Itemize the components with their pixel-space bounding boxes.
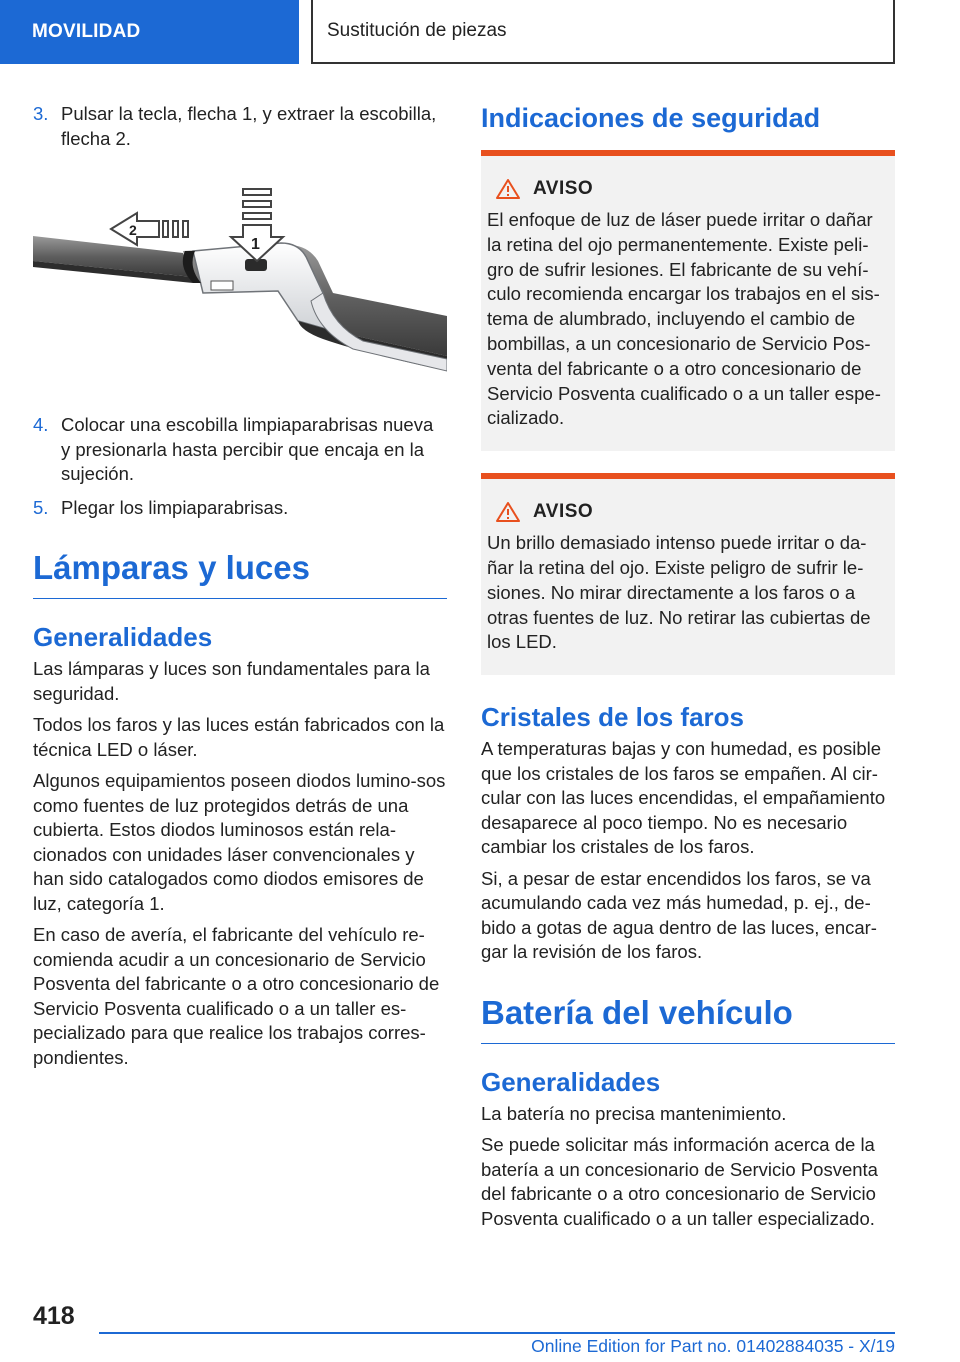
subsection-title-battery-general: Generalidades xyxy=(481,1066,661,1097)
footer-edition: Online Edition for Part no. 01402884035 - X/19 xyxy=(531,1336,895,1356)
warning-box xyxy=(481,150,895,451)
step-item xyxy=(33,413,447,487)
section-title-safety: Indicaciones de seguridad xyxy=(481,103,821,133)
paragraph: En caso de avería, el fabricante del vehículo re‐comienda acudir a un concesionario de Servicio Posventa del fabricante o a otro concesionario de Servicio Posventa cualificado o a un taller es‐pecializado para que realice los trabajos corres‐pondientes. xyxy=(33,924,440,1068)
warning-text: Un brillo demasiado intenso puede irritar o da‐ñar la retina del ojo. Existe peligro de sufrir le‐siones. No mirar directamente a los faros o a otras fuentes de luz. No retirar las cubiertas de los LED. xyxy=(487,532,871,653)
step-item xyxy=(33,496,447,521)
section-title-battery: Batería del vehículo xyxy=(481,993,895,1044)
warning-triangle-icon xyxy=(495,178,521,200)
warning-title: AVISO xyxy=(533,501,594,523)
page-number: 418 xyxy=(33,1302,75,1330)
header-title-box xyxy=(311,0,895,64)
paragraph: Las lámparas y luces son fundamentales para la seguridad. xyxy=(33,658,430,704)
paragraph: Todos los faros y las luces están fabricados con la técnica LED o láser. xyxy=(33,714,445,760)
arrow-label-2: 2 xyxy=(129,222,137,238)
arrow-label-1: 1 xyxy=(251,236,260,253)
warning-text: El enfoque de luz de láser puede irritar o dañar la retina del ojo permanentemente. Existe peli‐gro de sufrir lesiones. El fabricante de su vehí‐culo recomienda encargar los trabajos en el sis‐tema de alumbrado, incluyendo el cambio de bombillas, a un concesionario de Servicio Pos‐venta del fabricante o a otro concesionario de Servicio Posventa cualificado o a un taller espe‐cializado. xyxy=(487,209,881,429)
step-text: Colocar una escobilla limpiaparabrisas nueva y presionarla hasta percibir que encaja en la sujeción. xyxy=(61,414,434,484)
step-text: Plegar los limpiaparabrisas. xyxy=(61,496,289,518)
paragraph: A temperaturas bajas y con humedad, es posible que los cristales de los faros se empañen. Al cir‐cular con las luces encendidas, el empañamiento desaparece al poco tiempo. No es necesario cambiar los cristales de los faros. xyxy=(481,738,886,858)
header-section-label: MOVILIDAD xyxy=(32,21,141,42)
paragraph: Algunos equipamientos poseen diodos lumino‐sos como fuentes de luz protegidos detrás de una cubierta. Estos diodos luminosos están rela‐cionados con unidades láser convencionales y han sido catalogados como diodos emisores de luz, categoría 1. xyxy=(33,770,446,914)
step-text: Pulsar la tecla, flecha 1, y extraer la escobilla, flecha 2. xyxy=(61,103,437,149)
warning-triangle-icon xyxy=(495,501,521,523)
paragraph: Si, a pesar de estar encendidos los faros, se va acumulando cada vez más humedad, p. ej., de‐bido a gotas de agua dentro de las luces, encar‐gar la revisión de los faros. xyxy=(481,867,877,963)
step-number: 3. xyxy=(33,103,49,124)
subsection-title-headlight-glass: Cristales de los faros xyxy=(481,702,744,733)
wiper-blade-figure xyxy=(33,181,447,393)
paragraph: La batería no precisa mantenimiento. xyxy=(481,1102,787,1124)
subsection-title-general: Generalidades xyxy=(33,622,213,652)
header-title: Sustitución de piezas xyxy=(327,20,507,41)
right-column xyxy=(481,102,895,1238)
step-number: 5. xyxy=(33,496,49,518)
header-section-tab xyxy=(0,0,299,64)
step-item xyxy=(33,102,447,151)
warning-box xyxy=(481,473,895,675)
footer-divider xyxy=(99,1332,895,1334)
left-column xyxy=(33,102,447,1077)
wiper-blade-illustration xyxy=(33,181,447,393)
paragraph: Se puede solicitar más información acerca de la batería a un concesionario de Servicio Posventa del fabricante o a otro concesionario de Servicio Posventa cualificado o a un taller especializado. xyxy=(481,1134,878,1229)
warning-title: AVISO xyxy=(533,178,594,199)
warning-header xyxy=(487,178,887,200)
section-title-lamps: Lámparas y luces xyxy=(33,548,447,599)
step-number: 4. xyxy=(33,414,49,435)
warning-header xyxy=(487,501,887,523)
